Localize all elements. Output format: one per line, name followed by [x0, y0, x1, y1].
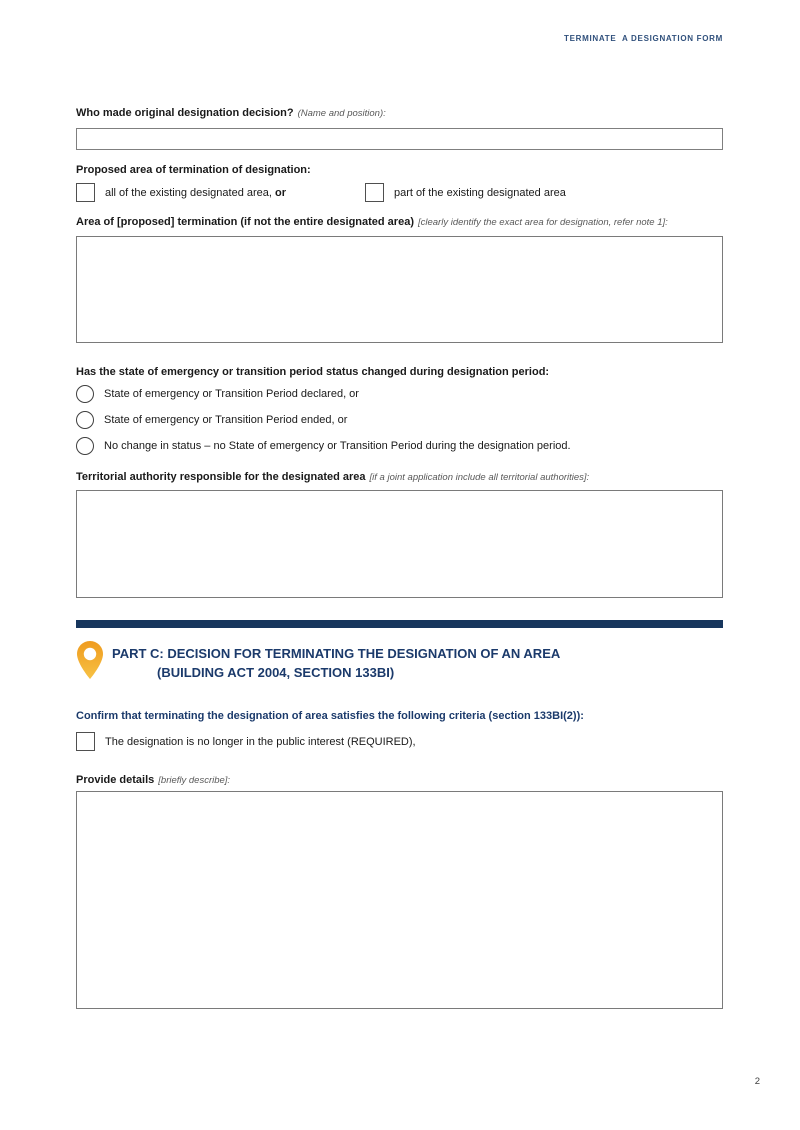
- part-c-heading-line2: (BUILDING ACT 2004, SECTION 133BI): [157, 665, 395, 680]
- who-made-label: [76, 105, 723, 122]
- proposed-area-label: Proposed area of termination of designation:: [76, 164, 311, 176]
- area-termination-note: [clearly identify the exact area for designation, refer note 1]:: [417, 217, 668, 228]
- provide-details-label-bold: Provide details: [76, 774, 155, 786]
- territorial-authority-note: [if a joint application include all territorial authorities]:: [369, 472, 590, 483]
- radio-row-ended: [76, 410, 723, 430]
- form-header-title: TERMINATE A DESIGNATION FORM: [564, 34, 723, 43]
- provide-details-textarea[interactable]: [76, 791, 723, 1009]
- part-existing-area-label: part of the existing designated area: [394, 186, 566, 199]
- ended-radio[interactable]: [76, 411, 94, 429]
- part-c-heading-line1: PART C: DECISION FOR TERMINATING THE DESIGNATION OF AN AREA: [112, 646, 561, 661]
- section-divider-bar: [76, 620, 723, 628]
- provide-details-label: [76, 772, 723, 789]
- ended-radio-label: State of emergency or Transition Period ended, or: [104, 414, 348, 426]
- public-interest-label: The designation is no longer in the public interest (REQUIRED),: [105, 735, 416, 748]
- part-c-heading-text: [112, 641, 560, 684]
- area-termination-textarea[interactable]: [76, 236, 723, 343]
- who-made-note: (Name and position):: [297, 108, 386, 119]
- radio-row-no-change: [76, 436, 723, 456]
- area-termination-label-bold: Area of [proposed] termination (if not the entire designated area): [76, 216, 414, 228]
- public-interest-row: [76, 731, 723, 752]
- who-made-input[interactable]: [76, 128, 723, 150]
- declared-radio[interactable]: [76, 385, 94, 403]
- radio-row-declared: [76, 384, 723, 404]
- no-change-radio[interactable]: [76, 437, 94, 455]
- proposed-area-options: [76, 182, 723, 203]
- territorial-authority-label-bold: Territorial authority responsible for the designated area: [76, 471, 366, 483]
- who-made-label-bold: Who made original designation decision?: [76, 107, 294, 119]
- territorial-authority-textarea[interactable]: [76, 490, 723, 598]
- all-existing-area-label: all of the existing designated area, or: [105, 186, 287, 199]
- territorial-authority-label: [76, 469, 723, 486]
- public-interest-checkbox[interactable]: [76, 732, 95, 751]
- confirm-criteria-label: Confirm that terminating the designation of area satisfies the following criteria (section 133BI(2)):: [76, 710, 584, 722]
- provide-details-note: [briefly describe]:: [158, 775, 231, 786]
- part-c-heading: [76, 641, 723, 684]
- emergency-status-label: Has the state of emergency or transition period status changed during designation period:: [76, 366, 550, 378]
- no-change-radio-label: No change in status – no State of emergency or Transition Period during the designation period.: [104, 440, 571, 452]
- option-all-existing-area: [76, 183, 365, 202]
- page-number: 2: [754, 1076, 760, 1087]
- all-existing-area-checkbox[interactable]: [76, 183, 95, 202]
- part-existing-area-checkbox[interactable]: [365, 183, 384, 202]
- form-content: [76, 105, 723, 1009]
- option-part-existing-area: [365, 183, 566, 202]
- area-termination-label: [76, 214, 723, 231]
- declared-radio-label: State of emergency or Transition Period declared, or: [104, 388, 359, 400]
- location-pin-icon: [77, 641, 103, 684]
